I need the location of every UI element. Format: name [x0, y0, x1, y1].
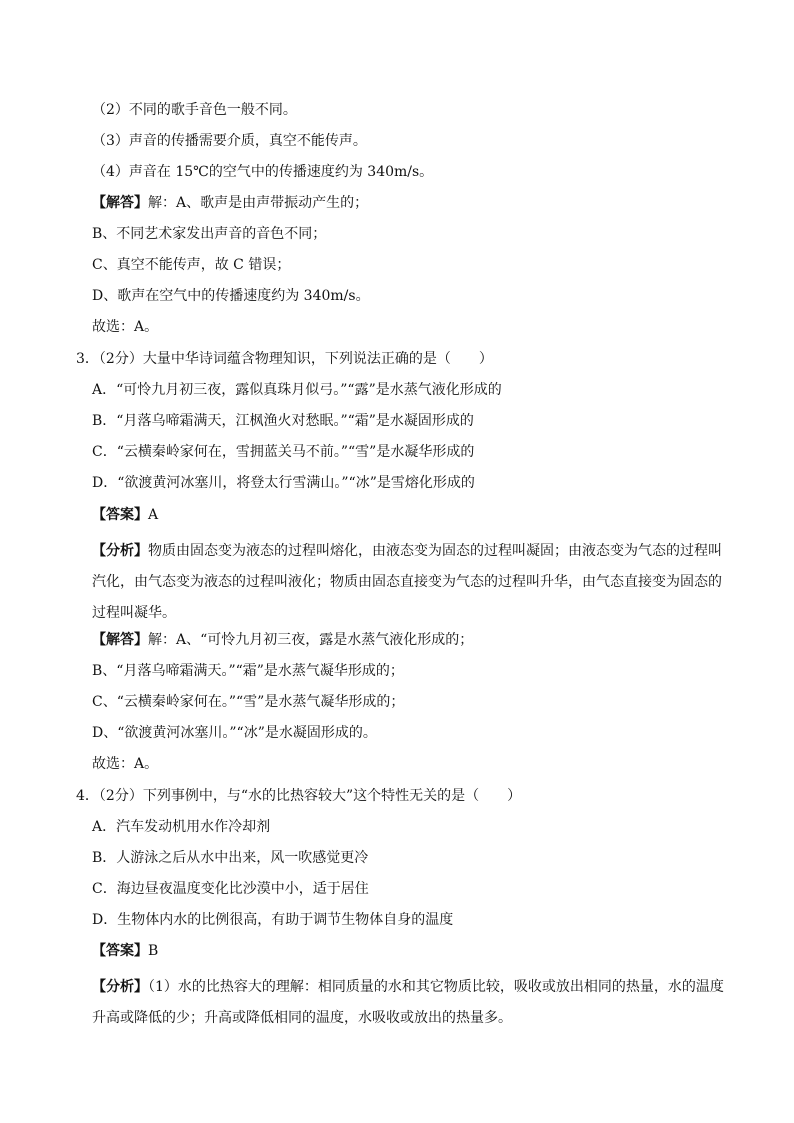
q4-analysis: [92, 972, 732, 1034]
q2-explain-line-3: （3）声音的传播需要介质，真空不能传声。: [92, 133, 367, 149]
solution-tag: 【解答】: [92, 632, 148, 648]
q3-answer: A: [148, 507, 159, 523]
q3-solution-line-d: D、“欲渡黄河冰塞川。”“冰”是水凝固形成的。: [92, 725, 377, 741]
q4-answer-line: [92, 941, 158, 961]
q2-choice-line: 故选：A。: [92, 319, 159, 335]
q3-solution-line: [92, 630, 473, 650]
q3-answer-line: [92, 505, 158, 525]
q4-analysis-text: （1）水的比热容大的理解：相同质量的水和其它物质比较，吸收或放出相同的热量，水的温度升高或降低的少；升高或降低相同的温度，水吸收或放出的热量多。: [92, 979, 724, 1026]
q4-stem: 4．（2分）下列事例中，与“水的比热容较大”这个特性无关的是（ ）: [76, 788, 522, 804]
q3-option-c: C．“云横秦岭家何在，雪拥蓝关马不前。”“雪”是水凝华形成的: [92, 444, 475, 460]
answer-tag: 【答案】: [92, 507, 148, 523]
q3-solution-line-b: B、“月落乌啼霜满天。”“霜”是水蒸气凝华形成的；: [92, 663, 404, 679]
q4-option-d: D．生物体内水的比例很高，有助于调节生物体自身的温度: [92, 912, 454, 928]
q3-solution-line-c: C、“云横秦岭家何在。”“雪”是水蒸气凝华形成的；: [92, 694, 405, 710]
q3-choice-line: 故选：A。: [92, 756, 159, 772]
solution-tag: 【解答】: [92, 195, 148, 211]
q2-explain-line-2: （2）不同的歌手音色一般不同。: [92, 102, 297, 118]
q4-option-c: C．海边昼夜温度变化比沙漠中小，适于居住: [92, 881, 369, 897]
q2-solution-line-c: C、真空不能传声，故 C 错误；: [92, 257, 291, 273]
q2-solution-line-b: B、不同艺术家发出声音的音色不同；: [92, 226, 327, 242]
q2-solution-line-d: D、歌声在空气中的传播速度约为 340m/s。: [92, 288, 370, 304]
q2-solution-text: 解：A、歌声是由声带振动产生的；: [148, 195, 369, 211]
q2-solution-line: [92, 193, 368, 213]
q3-option-a: A．“可怜九月初三夜，露似真珠月似弓。”“露”是水蒸气液化形成的: [92, 382, 502, 398]
q3-option-b: B．“月落乌啼霜满天，江枫渔火对愁眠。”“霜”是水凝固形成的: [92, 413, 474, 429]
q3-stem: 3．（2分）大量中华诗词蕴含物理知识，下列说法正确的是（ ）: [76, 351, 493, 367]
analysis-tag: 【分析】: [92, 543, 148, 559]
q3-option-d: D．“欲渡黄河冰塞川，将登太行雪满山。”“冰”是雪熔化形成的: [92, 475, 475, 491]
q4-option-b: B．人游泳之后从水中出来，风一吹感觉更冷: [92, 850, 369, 866]
q3-solution-text: 解：A、“可怜九月初三夜，露是水蒸气液化形成的；: [148, 632, 474, 648]
q3-analysis-text: 物质由固态变为液态的过程叫熔化，由液态变为固态的过程叫凝固；由液态变为气态的过程叫汽化，由气态变为液态的过程叫液化；物质由固态直接变为气态的过程叫升华，由气态直接变为固态的过程叫凝华。: [92, 543, 722, 621]
answer-tag: 【答案】: [92, 943, 148, 959]
analysis-tag: 【分析】: [92, 979, 148, 995]
q2-explain-line-4: （4）声音在 15℃的空气中的传播速度约为 340m/s。: [92, 164, 434, 180]
q3-analysis: [92, 536, 732, 629]
q4-option-a: A．汽车发动机用水作冷却剂: [92, 819, 271, 835]
q4-answer: B: [148, 943, 159, 959]
